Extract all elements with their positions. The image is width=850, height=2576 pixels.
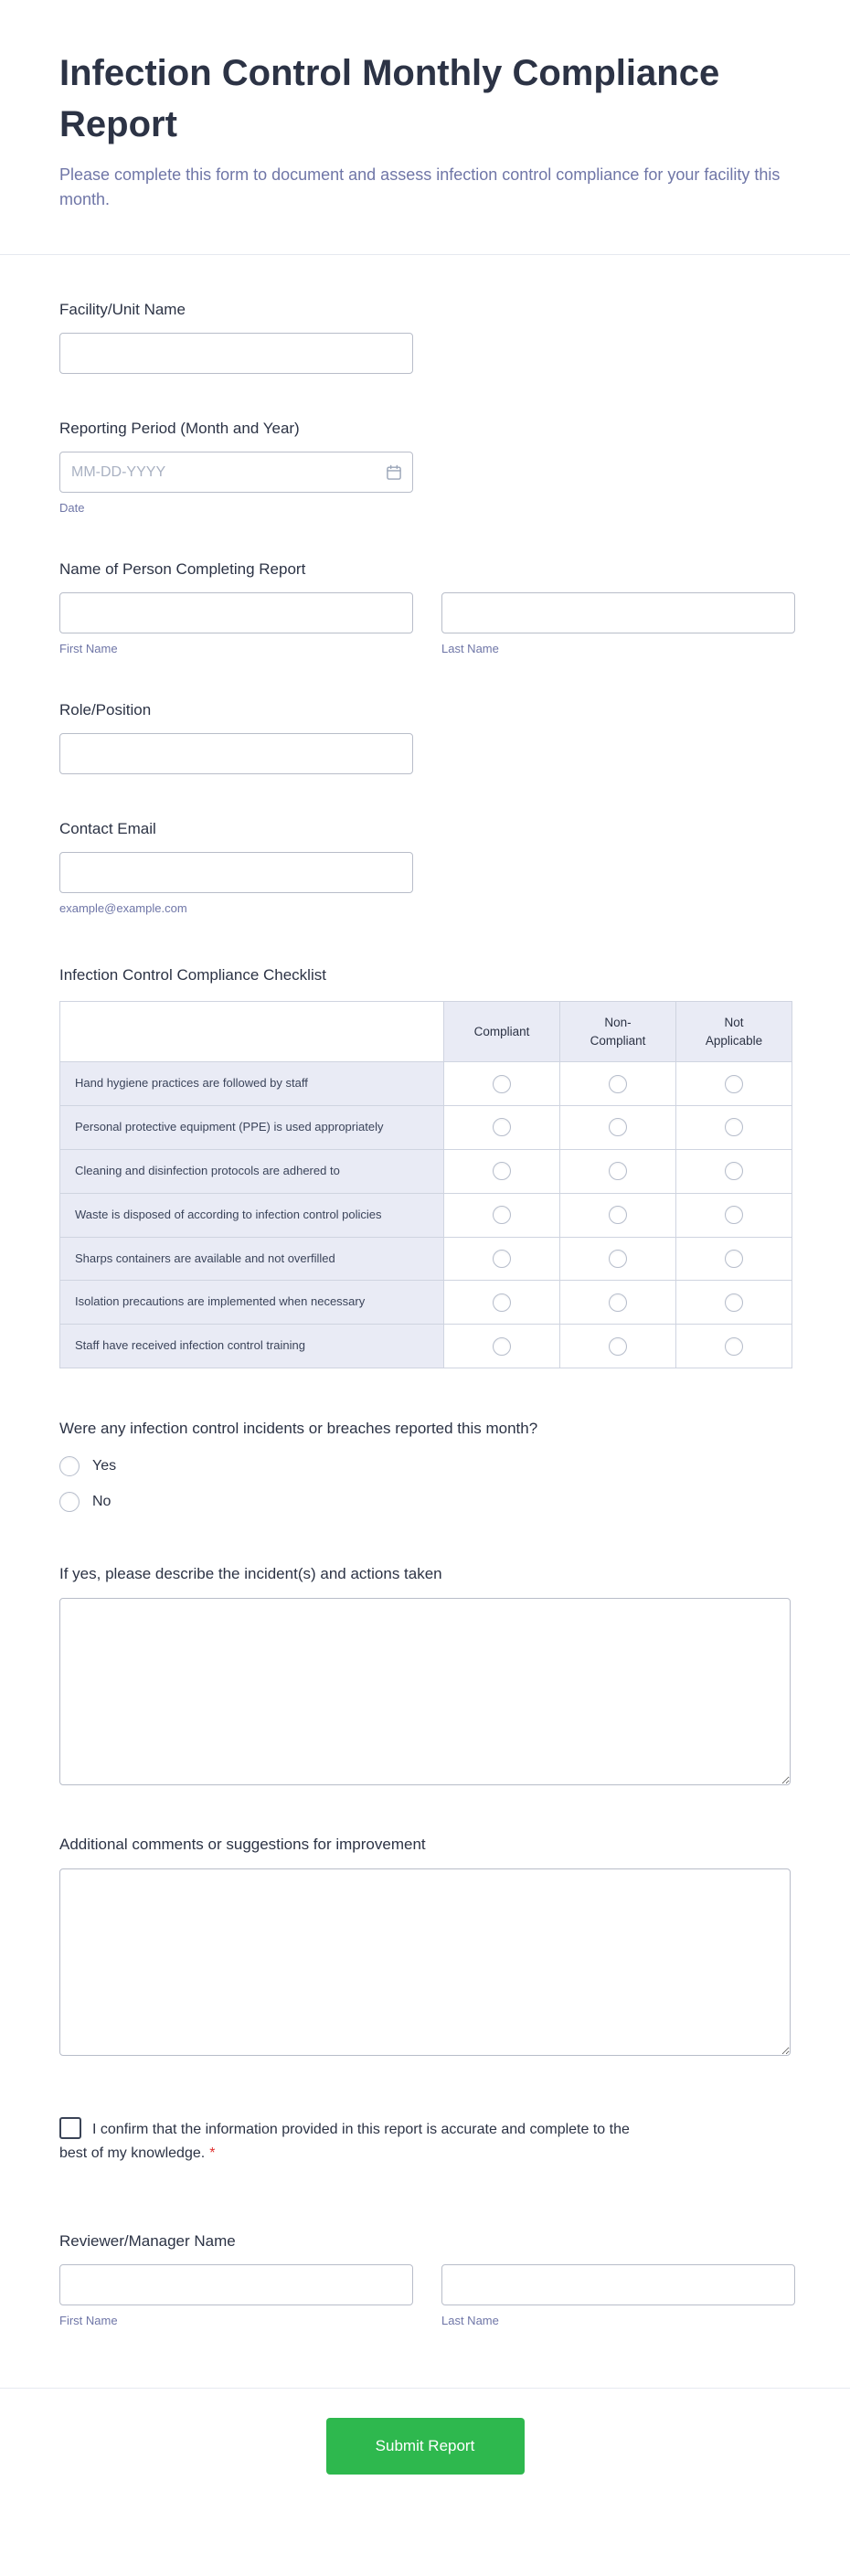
matrix-row bbox=[60, 1149, 792, 1193]
field-incidents-reported bbox=[59, 1420, 791, 1512]
confirmation-checkbox[interactable] bbox=[59, 2117, 81, 2139]
matrix-column-header bbox=[676, 1002, 792, 1062]
matrix-radio[interactable] bbox=[609, 1206, 627, 1224]
matrix-row bbox=[60, 1281, 792, 1325]
reporting-period-input[interactable] bbox=[59, 452, 413, 493]
column-header-label: Not Applicable bbox=[705, 1016, 763, 1048]
matrix-row-label: Waste is disposed of according to infection control policies bbox=[60, 1193, 444, 1237]
matrix-radio[interactable] bbox=[725, 1337, 743, 1356]
matrix-radio[interactable] bbox=[609, 1075, 627, 1093]
facility-name-label: Facility/Unit Name bbox=[59, 301, 186, 318]
yes-label: Yes bbox=[92, 1458, 117, 1474]
reviewer-first-name-input[interactable] bbox=[59, 2264, 413, 2305]
submit-button[interactable]: Submit Report bbox=[326, 2418, 525, 2475]
matrix-radio[interactable] bbox=[493, 1337, 511, 1356]
field-reporting-period bbox=[59, 420, 791, 515]
incidents-option-no[interactable] bbox=[59, 1492, 791, 1512]
yes-radio[interactable] bbox=[59, 1456, 80, 1476]
field-facility-name bbox=[59, 301, 791, 374]
first-name-input[interactable] bbox=[59, 592, 413, 633]
matrix-radio[interactable] bbox=[725, 1206, 743, 1224]
email-sublabel: example@example.com bbox=[59, 901, 187, 915]
matrix-radio[interactable] bbox=[493, 1250, 511, 1268]
completer-name-label: Name of Person Completing Report bbox=[59, 560, 306, 578]
reporting-period-label: Reporting Period (Month and Year) bbox=[59, 420, 300, 437]
matrix-radio[interactable] bbox=[493, 1293, 511, 1312]
matrix-radio[interactable] bbox=[725, 1162, 743, 1180]
reviewer-first-name-sublabel: First Name bbox=[59, 2313, 118, 2327]
form-title: Infection Control Monthly Compliance Report bbox=[59, 53, 720, 144]
date-input-wrapper bbox=[59, 452, 413, 493]
matrix-row-label: Staff have received infection control training bbox=[60, 1325, 444, 1368]
matrix-column-header bbox=[444, 1002, 560, 1062]
matrix-radio[interactable] bbox=[493, 1118, 511, 1136]
field-reviewer-name bbox=[59, 2232, 791, 2327]
comments-textarea[interactable] bbox=[59, 1868, 791, 2056]
matrix-row bbox=[60, 1325, 792, 1368]
confirmation-text: I confirm that the information provided in this report is accurate and complete to the best of my knowledge. bbox=[59, 2122, 630, 2162]
confirmation-row[interactable] bbox=[59, 2122, 630, 2161]
reviewer-last-name-sublabel: Last Name bbox=[441, 2313, 499, 2327]
role-label: Role/Position bbox=[59, 701, 152, 719]
matrix-row-label: Personal protective equipment (PPE) is used appropriately bbox=[60, 1105, 444, 1149]
matrix-radio[interactable] bbox=[493, 1162, 511, 1180]
role-input[interactable] bbox=[59, 733, 413, 774]
matrix-row bbox=[60, 1237, 792, 1281]
last-name-sublabel: Last Name bbox=[441, 642, 499, 655]
first-name-sublabel: First Name bbox=[59, 642, 118, 655]
matrix-radio[interactable] bbox=[725, 1118, 743, 1136]
last-name-input[interactable] bbox=[441, 592, 795, 633]
incidents-label: Were any infection control incidents or breaches reported this month? bbox=[59, 1420, 538, 1438]
field-email bbox=[59, 820, 791, 915]
matrix-radio[interactable] bbox=[493, 1206, 511, 1224]
matrix-row bbox=[60, 1193, 792, 1237]
no-radio[interactable] bbox=[59, 1492, 80, 1512]
compliance-matrix bbox=[59, 1001, 792, 1368]
incident-description-textarea[interactable] bbox=[59, 1598, 791, 1785]
form-subtitle: Please complete this form to document and assess infection control compliance for your facility this month. bbox=[59, 165, 781, 208]
date-sublabel: Date bbox=[59, 501, 85, 515]
matrix-radio[interactable] bbox=[609, 1250, 627, 1268]
field-compliance-checklist bbox=[59, 966, 791, 1368]
matrix-row bbox=[60, 1105, 792, 1149]
matrix-radio[interactable] bbox=[609, 1293, 627, 1312]
column-header-label: Non-Compliant bbox=[590, 1016, 646, 1048]
submit-area bbox=[0, 2389, 850, 2517]
field-confirmation bbox=[59, 2117, 653, 2166]
incidents-radio-group bbox=[59, 1456, 791, 1512]
no-label: No bbox=[92, 1494, 112, 1510]
matrix-radio[interactable] bbox=[725, 1075, 743, 1093]
matrix-header-row bbox=[60, 1002, 792, 1062]
matrix-radio[interactable] bbox=[609, 1118, 627, 1136]
matrix-row-label: Cleaning and disinfection protocols are adhered to bbox=[60, 1149, 444, 1193]
column-header-label: Compliant bbox=[473, 1024, 530, 1038]
matrix-radio[interactable] bbox=[493, 1075, 511, 1093]
matrix-radio[interactable] bbox=[725, 1250, 743, 1268]
field-role bbox=[59, 701, 791, 774]
email-input[interactable] bbox=[59, 852, 413, 893]
form-body bbox=[0, 301, 850, 2327]
matrix-row-label: Sharps containers are available and not overfilled bbox=[60, 1237, 444, 1281]
reviewer-name-label: Reviewer/Manager Name bbox=[59, 2231, 236, 2250]
matrix-radio[interactable] bbox=[725, 1293, 743, 1312]
field-comments bbox=[59, 1836, 791, 2060]
matrix-column-header bbox=[560, 1002, 676, 1062]
field-incident-description bbox=[59, 1565, 791, 1790]
incident-description-label: If yes, please describe the incident(s) and actions taken bbox=[59, 1565, 442, 1583]
email-label: Contact Email bbox=[59, 820, 156, 837]
matrix-radio[interactable] bbox=[609, 1162, 627, 1180]
incidents-option-yes[interactable] bbox=[59, 1456, 791, 1476]
matrix-corner-cell bbox=[60, 1002, 444, 1062]
reviewer-last-name-input[interactable] bbox=[441, 2264, 795, 2305]
form-header bbox=[0, 0, 850, 255]
matrix-row-label: Isolation precautions are implemented when necessary bbox=[60, 1281, 444, 1325]
matrix-row bbox=[60, 1062, 792, 1106]
checklist-label: Infection Control Compliance Checklist bbox=[59, 966, 326, 984]
field-completer-name bbox=[59, 560, 791, 655]
calendar-icon[interactable] bbox=[385, 463, 403, 482]
matrix-radio[interactable] bbox=[609, 1337, 627, 1356]
comments-label: Additional comments or suggestions for improvement bbox=[59, 1836, 426, 1854]
required-asterisk: * bbox=[209, 2145, 216, 2162]
matrix-row-label: Hand hygiene practices are followed by staff bbox=[60, 1062, 444, 1106]
facility-name-input[interactable] bbox=[59, 333, 413, 374]
